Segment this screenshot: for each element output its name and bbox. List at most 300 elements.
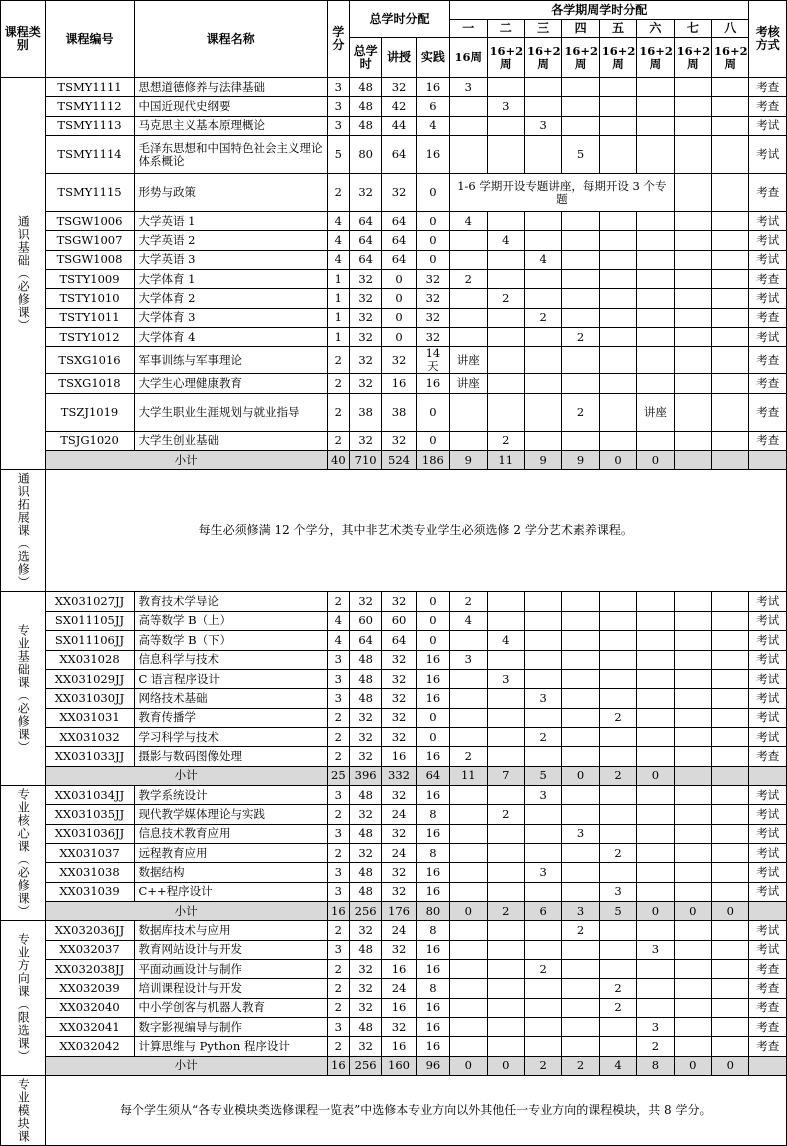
course-semester-hours bbox=[450, 631, 487, 650]
subtotal-semester-hours: 11 bbox=[487, 451, 524, 470]
course-semester-hours bbox=[712, 921, 749, 940]
course-semester-hours bbox=[450, 328, 487, 347]
course-semester-hours bbox=[562, 611, 599, 630]
course-code: SX011106JJ bbox=[45, 631, 134, 650]
course-semester-hours bbox=[674, 374, 711, 393]
course-code: XX031031 bbox=[45, 708, 134, 727]
course-semester-hours bbox=[712, 631, 749, 650]
course-semester-hours bbox=[599, 921, 636, 940]
course-semester-hours bbox=[487, 347, 524, 374]
subtotal-semester-hours: 0 bbox=[674, 901, 711, 920]
table-row bbox=[1, 231, 787, 250]
course-code: XX031034JJ bbox=[45, 785, 134, 804]
course-semester-hours bbox=[487, 116, 524, 135]
header-weeks: 16周 bbox=[450, 38, 487, 78]
course-semester-hours bbox=[524, 136, 561, 174]
course-credits: 2 bbox=[327, 708, 349, 727]
course-lecture-hours: 60 bbox=[382, 611, 416, 630]
course-total-hours: 48 bbox=[349, 116, 381, 135]
header-weeks: 16+2周 bbox=[562, 38, 599, 78]
course-semester-hours bbox=[450, 97, 487, 116]
course-semester-hours bbox=[712, 250, 749, 269]
table-row bbox=[1, 785, 787, 804]
course-semester-hours: 2 bbox=[562, 328, 599, 347]
course-semester-hours bbox=[487, 998, 524, 1017]
course-assessment: 考试 bbox=[749, 882, 787, 901]
course-semester-hours bbox=[487, 785, 524, 804]
course-semester-hours bbox=[674, 805, 711, 824]
course-code: TSXG1018 bbox=[45, 374, 134, 393]
course-semester-hours bbox=[599, 212, 636, 231]
course-semester-hours bbox=[674, 785, 711, 804]
subtotal-assessment bbox=[749, 1056, 787, 1075]
course-name: 网络技术基础 bbox=[134, 689, 327, 708]
course-name: 数据结构 bbox=[134, 863, 327, 882]
course-code: XX031030JJ bbox=[45, 689, 134, 708]
course-lecture-hours: 32 bbox=[382, 824, 416, 843]
course-credits: 2 bbox=[327, 374, 349, 393]
course-semester-hours bbox=[450, 231, 487, 250]
course-practice-hours: 16 bbox=[416, 78, 449, 97]
course-lecture-hours: 32 bbox=[382, 940, 416, 959]
table-row bbox=[1, 631, 787, 650]
course-lecture-hours: 0 bbox=[382, 328, 416, 347]
course-name: 形势与政策 bbox=[134, 174, 327, 212]
course-total-hours: 32 bbox=[349, 727, 381, 746]
course-semester-hours bbox=[487, 747, 524, 766]
course-semester-hours bbox=[599, 97, 636, 116]
subtotal-semester-hours: 7 bbox=[487, 766, 524, 785]
course-code: XX031038 bbox=[45, 863, 134, 882]
course-credits: 3 bbox=[327, 689, 349, 708]
course-semester-hours bbox=[599, 374, 636, 393]
table-row bbox=[1, 998, 787, 1017]
course-semester-hours bbox=[450, 785, 487, 804]
course-semester-hours bbox=[562, 689, 599, 708]
course-semester-hours bbox=[599, 347, 636, 374]
course-assessment: 考试 bbox=[749, 212, 787, 231]
course-lecture-hours: 32 bbox=[382, 650, 416, 669]
table-row bbox=[1, 78, 787, 97]
course-semester-hours bbox=[674, 669, 711, 688]
course-code: XX032042 bbox=[45, 1037, 134, 1056]
course-semester-hours bbox=[562, 708, 599, 727]
course-lecture-hours: 32 bbox=[382, 347, 416, 374]
course-semester-hours bbox=[562, 116, 599, 135]
header-semester: 六 bbox=[637, 20, 674, 38]
course-practice-hours: 32 bbox=[416, 289, 449, 308]
subtotal-semester-hours bbox=[674, 766, 711, 785]
course-code: XX032038JJ bbox=[45, 960, 134, 979]
course-semester-hours bbox=[524, 631, 561, 650]
course-semester-hours bbox=[637, 289, 674, 308]
course-credits: 4 bbox=[327, 611, 349, 630]
course-semester-hours: 3 bbox=[637, 1018, 674, 1037]
course-credits: 1 bbox=[327, 289, 349, 308]
course-semester-note: 1-6 学期开设专题讲座，每期开设 3 个专题 bbox=[450, 174, 675, 212]
course-semester-hours bbox=[487, 940, 524, 959]
course-semester-hours bbox=[599, 308, 636, 327]
course-semester-hours bbox=[674, 727, 711, 746]
course-name: 教学系统设计 bbox=[134, 785, 327, 804]
course-assessment: 考试 bbox=[749, 785, 787, 804]
course-semester-hours bbox=[599, 940, 636, 959]
course-semester-hours bbox=[637, 921, 674, 940]
course-semester-hours bbox=[599, 270, 636, 289]
course-semester-hours bbox=[637, 747, 674, 766]
course-code: XX032037 bbox=[45, 940, 134, 959]
course-semester-hours bbox=[524, 650, 561, 669]
course-semester-hours bbox=[524, 1037, 561, 1056]
course-code: TSMY1111 bbox=[45, 78, 134, 97]
course-assessment: 考试 bbox=[749, 863, 787, 882]
course-practice-hours: 16 bbox=[416, 1037, 449, 1056]
course-semester-hours bbox=[637, 611, 674, 630]
course-semester-hours: 2 bbox=[524, 960, 561, 979]
course-semester-hours: 2 bbox=[487, 431, 524, 450]
course-total-hours: 64 bbox=[349, 231, 381, 250]
course-practice-hours: 16 bbox=[416, 882, 449, 901]
subtotal-lecture-hours: 332 bbox=[382, 766, 416, 785]
course-total-hours: 48 bbox=[349, 669, 381, 688]
course-semester-hours: 2 bbox=[450, 747, 487, 766]
subtotal-semester-hours: 9 bbox=[450, 451, 487, 470]
course-semester-hours bbox=[450, 998, 487, 1017]
course-lecture-hours: 24 bbox=[382, 979, 416, 998]
course-assessment: 考试 bbox=[749, 631, 787, 650]
subtotal-total-hours: 256 bbox=[349, 1056, 381, 1075]
course-practice-hours: 0 bbox=[416, 231, 449, 250]
subtotal-semester-hours: 0 bbox=[450, 1056, 487, 1075]
course-semester-hours bbox=[599, 650, 636, 669]
course-semester-hours bbox=[637, 805, 674, 824]
course-semester-hours bbox=[674, 824, 711, 843]
course-code: XX032036JJ bbox=[45, 921, 134, 940]
course-code: TSGW1007 bbox=[45, 231, 134, 250]
section-note-row bbox=[1, 1076, 787, 1146]
course-semester-hours bbox=[599, 727, 636, 746]
course-assessment: 考试 bbox=[749, 708, 787, 727]
table-row bbox=[1, 270, 787, 289]
course-semester-hours bbox=[637, 727, 674, 746]
course-credits: 3 bbox=[327, 650, 349, 669]
course-lecture-hours: 16 bbox=[382, 374, 416, 393]
section-category-label: 通识基础（必修课） bbox=[1, 78, 46, 470]
table-row bbox=[1, 393, 787, 431]
course-semester-hours bbox=[524, 805, 561, 824]
course-semester-hours bbox=[450, 727, 487, 746]
course-total-hours: 48 bbox=[349, 689, 381, 708]
course-name: 数据库技术与应用 bbox=[134, 921, 327, 940]
course-semester-hours bbox=[712, 1018, 749, 1037]
course-assessment: 考查 bbox=[749, 374, 787, 393]
table-header bbox=[1, 1, 787, 78]
course-semester-hours bbox=[487, 270, 524, 289]
course-name: 摄影与数码图像处理 bbox=[134, 747, 327, 766]
course-semester-hours bbox=[487, 328, 524, 347]
course-semester-hours bbox=[450, 979, 487, 998]
course-semester-hours bbox=[487, 250, 524, 269]
table-row bbox=[1, 250, 787, 269]
course-semester-hours bbox=[637, 250, 674, 269]
course-semester-hours bbox=[674, 882, 711, 901]
course-semester-hours: 3 bbox=[487, 97, 524, 116]
subtotal-semester-hours: 0 bbox=[712, 901, 749, 920]
table-row bbox=[1, 1018, 787, 1037]
course-semester-hours bbox=[562, 882, 599, 901]
course-semester-hours bbox=[712, 231, 749, 250]
course-semester-hours bbox=[562, 97, 599, 116]
course-semester-hours bbox=[524, 231, 561, 250]
course-assessment: 考查 bbox=[749, 347, 787, 374]
course-assessment: 考试 bbox=[749, 231, 787, 250]
header-category: 课程类别 bbox=[1, 1, 46, 78]
section-category-label: 专业模块课 bbox=[1, 1076, 46, 1146]
section-note-row bbox=[1, 470, 787, 592]
course-semester-hours bbox=[712, 374, 749, 393]
course-assessment: 考查 bbox=[749, 78, 787, 97]
subtotal-credits: 25 bbox=[327, 766, 349, 785]
course-name: 高等数学 B（下） bbox=[134, 631, 327, 650]
course-semester-hours bbox=[674, 174, 711, 212]
course-total-hours: 32 bbox=[349, 374, 381, 393]
course-semester-hours bbox=[674, 308, 711, 327]
subtotal-semester-hours: 11 bbox=[450, 766, 487, 785]
course-semester-hours bbox=[674, 212, 711, 231]
course-semester-hours bbox=[562, 78, 599, 97]
course-semester-hours bbox=[637, 843, 674, 862]
course-practice-hours: 32 bbox=[416, 308, 449, 327]
course-semester-hours bbox=[637, 824, 674, 843]
course-lecture-hours: 16 bbox=[382, 747, 416, 766]
course-semester-hours bbox=[674, 289, 711, 308]
course-semester-hours bbox=[637, 960, 674, 979]
subtotal-semester-hours: 9 bbox=[562, 451, 599, 470]
course-assessment: 考试 bbox=[749, 727, 787, 746]
course-assessment: 考查 bbox=[749, 960, 787, 979]
table-row bbox=[1, 882, 787, 901]
course-semester-hours: 3 bbox=[524, 863, 561, 882]
subtotal-practice-hours: 186 bbox=[416, 451, 449, 470]
course-semester-hours bbox=[637, 998, 674, 1017]
course-assessment: 考试 bbox=[749, 250, 787, 269]
subtotal-semester-hours: 0 bbox=[637, 766, 674, 785]
course-credits: 1 bbox=[327, 308, 349, 327]
course-semester-hours bbox=[674, 998, 711, 1017]
course-assessment: 考试 bbox=[749, 824, 787, 843]
course-semester-hours bbox=[637, 689, 674, 708]
course-lecture-hours: 44 bbox=[382, 116, 416, 135]
course-semester-hours bbox=[562, 785, 599, 804]
course-semester-hours bbox=[562, 805, 599, 824]
course-total-hours: 32 bbox=[349, 308, 381, 327]
course-code: TSTY1012 bbox=[45, 328, 134, 347]
course-semester-hours bbox=[674, 708, 711, 727]
course-semester-hours bbox=[562, 250, 599, 269]
header-weeks: 16+2周 bbox=[674, 38, 711, 78]
course-assessment: 考试 bbox=[749, 328, 787, 347]
header-semester: 七 bbox=[674, 20, 711, 38]
course-assessment: 考试 bbox=[749, 136, 787, 174]
course-semester-hours bbox=[637, 212, 674, 231]
course-code: XX031035JJ bbox=[45, 805, 134, 824]
course-semester-hours bbox=[450, 431, 487, 450]
course-semester-hours bbox=[712, 960, 749, 979]
course-total-hours: 48 bbox=[349, 863, 381, 882]
course-semester-hours bbox=[674, 921, 711, 940]
subtotal-semester-hours: 4 bbox=[599, 1056, 636, 1075]
course-lecture-hours: 32 bbox=[382, 174, 416, 212]
section-category-label: 专业基础课（必修课） bbox=[1, 592, 46, 785]
course-semester-hours bbox=[487, 727, 524, 746]
course-assessment: 考查 bbox=[749, 1018, 787, 1037]
course-total-hours: 48 bbox=[349, 785, 381, 804]
course-semester-hours: 2 bbox=[487, 805, 524, 824]
course-credits: 2 bbox=[327, 592, 349, 611]
table-row bbox=[1, 921, 787, 940]
course-semester-hours bbox=[637, 97, 674, 116]
course-semester-hours bbox=[450, 250, 487, 269]
course-lecture-hours: 16 bbox=[382, 960, 416, 979]
table-row bbox=[1, 328, 787, 347]
course-lecture-hours: 32 bbox=[382, 689, 416, 708]
subtotal-semester-hours: 3 bbox=[562, 901, 599, 920]
course-credits: 3 bbox=[327, 940, 349, 959]
course-name: 中小学创客与机器人教育 bbox=[134, 998, 327, 1017]
course-practice-hours: 0 bbox=[416, 393, 449, 431]
course-lecture-hours: 16 bbox=[382, 1037, 416, 1056]
course-semester-hours bbox=[487, 393, 524, 431]
course-total-hours: 32 bbox=[349, 998, 381, 1017]
course-practice-hours: 32 bbox=[416, 270, 449, 289]
course-semester-hours bbox=[637, 592, 674, 611]
header-credits: 学分 bbox=[327, 1, 349, 78]
table-row bbox=[1, 843, 787, 862]
course-code: TSMY1114 bbox=[45, 136, 134, 174]
course-semester-hours bbox=[487, 882, 524, 901]
header-lecture: 讲授 bbox=[382, 38, 416, 78]
course-total-hours: 32 bbox=[349, 921, 381, 940]
course-name: 大学体育 2 bbox=[134, 289, 327, 308]
course-name: 思想道德修养与法律基础 bbox=[134, 78, 327, 97]
course-assessment: 考试 bbox=[749, 611, 787, 630]
course-credits: 2 bbox=[327, 431, 349, 450]
course-semester-hours bbox=[487, 308, 524, 327]
course-assessment: 考查 bbox=[749, 308, 787, 327]
course-semester-hours bbox=[487, 960, 524, 979]
course-name: C 语言程序设计 bbox=[134, 669, 327, 688]
course-code: XX031039 bbox=[45, 882, 134, 901]
section-note: 每生必须修满 12 个学分，其中非艺术类专业学生必须选修 2 学分艺术素养课程。 bbox=[45, 470, 787, 592]
course-semester-hours bbox=[712, 747, 749, 766]
course-semester-hours bbox=[450, 708, 487, 727]
course-total-hours: 60 bbox=[349, 611, 381, 630]
course-semester-hours: 2 bbox=[599, 998, 636, 1017]
subtotal-semester-hours: 8 bbox=[637, 1056, 674, 1075]
course-total-hours: 32 bbox=[349, 805, 381, 824]
course-practice-hours: 16 bbox=[416, 747, 449, 766]
table-row bbox=[1, 708, 787, 727]
course-semester-hours bbox=[599, 592, 636, 611]
header-semester: 三 bbox=[524, 20, 561, 38]
course-code: XX031029JJ bbox=[45, 669, 134, 688]
course-total-hours: 32 bbox=[349, 431, 381, 450]
course-semester-hours bbox=[674, 78, 711, 97]
course-lecture-hours: 64 bbox=[382, 250, 416, 269]
course-semester-hours bbox=[562, 308, 599, 327]
course-semester-hours bbox=[524, 979, 561, 998]
header-practice: 实践 bbox=[416, 38, 449, 78]
course-total-hours: 32 bbox=[349, 347, 381, 374]
table-row bbox=[1, 289, 787, 308]
course-name: 大学生职业生涯规划与就业指导 bbox=[134, 393, 327, 431]
header-weeks: 16+2周 bbox=[712, 38, 749, 78]
course-semester-hours bbox=[562, 270, 599, 289]
subtotal-practice-hours: 64 bbox=[416, 766, 449, 785]
header-weeks: 16+2周 bbox=[599, 38, 636, 78]
course-lecture-hours: 64 bbox=[382, 631, 416, 650]
course-semester-hours: 3 bbox=[487, 669, 524, 688]
course-assessment: 考查 bbox=[749, 97, 787, 116]
course-semester-hours bbox=[524, 708, 561, 727]
course-semester-hours bbox=[562, 631, 599, 650]
course-semester-hours bbox=[599, 669, 636, 688]
course-semester-hours bbox=[674, 116, 711, 135]
course-semester-hours: 4 bbox=[487, 631, 524, 650]
course-code: TSTY1009 bbox=[45, 270, 134, 289]
course-semester-hours bbox=[562, 347, 599, 374]
course-practice-hours: 8 bbox=[416, 921, 449, 940]
course-semester-hours bbox=[487, 708, 524, 727]
course-semester-hours bbox=[599, 611, 636, 630]
subtotal-semester-hours: 0 bbox=[712, 1056, 749, 1075]
course-code: TSGW1008 bbox=[45, 250, 134, 269]
table-row bbox=[1, 592, 787, 611]
course-semester-hours bbox=[524, 347, 561, 374]
course-semester-hours: 3 bbox=[599, 882, 636, 901]
table-row bbox=[1, 374, 787, 393]
subtotal-semester-hours: 2 bbox=[599, 766, 636, 785]
course-semester-hours bbox=[524, 843, 561, 862]
section-category-label: 专业方向课（限选课） bbox=[1, 921, 46, 1076]
course-practice-hours: 14 天 bbox=[416, 347, 449, 374]
course-code: XX031028 bbox=[45, 650, 134, 669]
course-semester-hours bbox=[524, 592, 561, 611]
course-code: XX031037 bbox=[45, 843, 134, 862]
course-assessment: 考试 bbox=[749, 592, 787, 611]
course-semester-hours bbox=[637, 431, 674, 450]
course-semester-hours bbox=[674, 747, 711, 766]
header-total-hours: 总学时 bbox=[349, 38, 381, 78]
course-total-hours: 32 bbox=[349, 747, 381, 766]
subtotal-semester-hours: 5 bbox=[599, 901, 636, 920]
course-code: TSXG1016 bbox=[45, 347, 134, 374]
course-total-hours: 32 bbox=[349, 289, 381, 308]
course-assessment: 考试 bbox=[749, 805, 787, 824]
course-practice-hours: 0 bbox=[416, 212, 449, 231]
subtotal-total-hours: 396 bbox=[349, 766, 381, 785]
course-semester-hours bbox=[562, 212, 599, 231]
course-semester-hours bbox=[599, 78, 636, 97]
subtotal-credits: 16 bbox=[327, 901, 349, 920]
table-body bbox=[1, 78, 787, 1146]
course-assessment: 考试 bbox=[749, 669, 787, 688]
course-semester-hours bbox=[524, 393, 561, 431]
course-semester-hours bbox=[487, 843, 524, 862]
course-name: 大学英语 1 bbox=[134, 212, 327, 231]
course-total-hours: 48 bbox=[349, 882, 381, 901]
course-assessment: 考查 bbox=[749, 747, 787, 766]
